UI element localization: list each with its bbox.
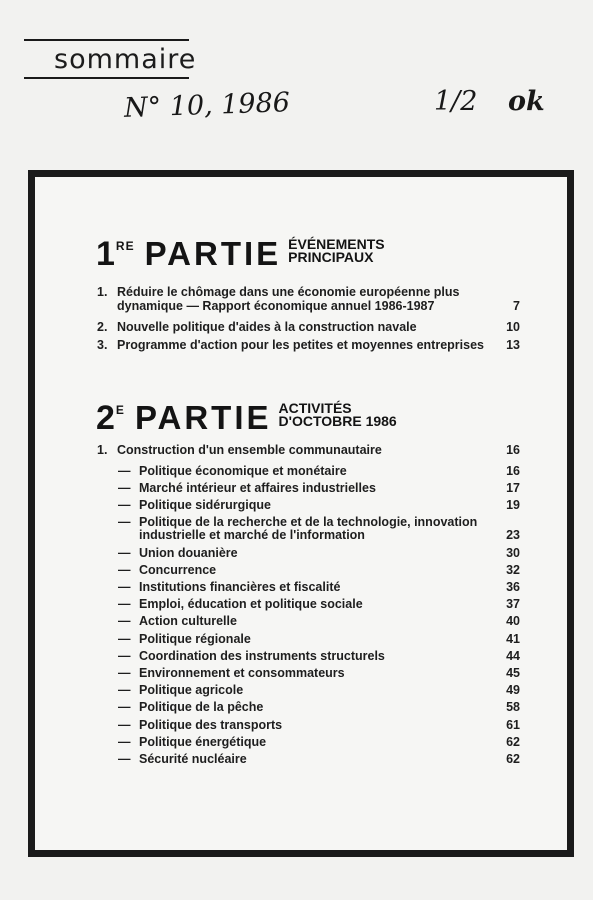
part2-subitem-3-page: 19 bbox=[506, 498, 520, 512]
part2-subitem-2-label: Marché intérieur et affaires industrielles bbox=[139, 481, 376, 495]
dash-marker: — bbox=[118, 718, 131, 732]
part1-item-3[interactable] bbox=[97, 338, 520, 354]
part2-subitem-9[interactable] bbox=[118, 614, 518, 630]
part1-item-2-number: 2. bbox=[97, 320, 108, 334]
part2-subtitle bbox=[279, 402, 397, 428]
part1-subtitle bbox=[288, 238, 384, 264]
part1-item-1-line1: Réduire le chômage dans une économie européenne plus bbox=[117, 285, 460, 299]
part1-item-3-number: 3. bbox=[97, 338, 108, 352]
dash-marker: — bbox=[118, 464, 131, 478]
part2-subitem-3[interactable] bbox=[118, 498, 518, 514]
part2-subitem-15[interactable] bbox=[118, 718, 518, 734]
part2-subitem-11[interactable] bbox=[118, 649, 518, 665]
part2-subitem-14-label: Politique de la pêche bbox=[139, 700, 264, 714]
part1-item-2[interactable] bbox=[97, 320, 520, 336]
part2-heading bbox=[96, 401, 397, 435]
part2-subitem-7-label: Institutions financières et fiscalité bbox=[139, 580, 341, 594]
part2-word: PARTIE bbox=[134, 399, 272, 436]
part2-subitem-13-page: 49 bbox=[506, 683, 520, 697]
part2-subitem-14[interactable] bbox=[118, 700, 518, 716]
dash-marker: — bbox=[118, 481, 131, 495]
part1-subtitle-line1: ÉVÉNEMENTS bbox=[288, 236, 385, 252]
part2-number: 2 bbox=[96, 399, 115, 437]
part2-subitem-13-label: Politique agricole bbox=[139, 683, 244, 697]
dash-marker: — bbox=[118, 597, 131, 611]
part1-item-1-page: 7 bbox=[513, 299, 520, 313]
dash-marker: — bbox=[118, 649, 131, 663]
part2-subitem-12-label: Environnement et consommateurs bbox=[139, 666, 345, 680]
part2-subitem-16-label: Politique énergétique bbox=[139, 735, 267, 749]
dash-marker: — bbox=[118, 700, 131, 714]
part2-subitem-10-label: Politique régionale bbox=[139, 632, 251, 646]
part2-subitem-6-page: 32 bbox=[506, 563, 520, 577]
part2-subitem-5[interactable] bbox=[118, 546, 518, 562]
part2-subitem-13[interactable] bbox=[118, 683, 518, 699]
part2-subitem-12-page: 45 bbox=[506, 666, 520, 680]
dash-marker: — bbox=[118, 614, 131, 628]
part1-suffix: RE bbox=[115, 239, 135, 253]
dash-marker: — bbox=[118, 735, 131, 749]
dash-marker: — bbox=[118, 752, 131, 766]
part1-item-3-label: Programme d'action pour les petites et moyennes entreprises bbox=[117, 338, 484, 352]
part2-subitem-1-label: Politique économique et monétaire bbox=[139, 464, 347, 478]
part2-subitem-4-label2: industrielle et marché de l'information bbox=[139, 528, 365, 542]
part1-subtitle-line2: PRINCIPAUX bbox=[288, 249, 374, 265]
part2-subitem-8[interactable] bbox=[118, 597, 518, 613]
part2-subitem-4[interactable] bbox=[118, 515, 518, 545]
contents-frame bbox=[28, 170, 574, 857]
part2-subitem-10[interactable] bbox=[118, 632, 518, 648]
header-rule-bottom bbox=[24, 77, 189, 79]
part1-item-1-line2: dynamique — Rapport économique annuel 1986-1987 bbox=[117, 299, 435, 313]
part2-subitem-6-label: Concurrence bbox=[139, 563, 217, 577]
part2-section-1[interactable] bbox=[97, 443, 520, 459]
part2-subitem-12[interactable] bbox=[118, 666, 518, 682]
dash-marker: — bbox=[118, 498, 131, 512]
dash-marker: — bbox=[118, 666, 131, 680]
part2-subitem-4-label: Politique de la recherche et de la technologie, innovation bbox=[139, 515, 478, 529]
part2-subitem-9-label: Action culturelle bbox=[139, 614, 237, 628]
header-rule-top bbox=[24, 39, 189, 41]
part2-subitem-1[interactable] bbox=[118, 464, 518, 480]
part2-subitem-8-page: 37 bbox=[506, 597, 520, 611]
part2-subitem-11-page: 44 bbox=[506, 649, 520, 663]
part2-subitem-17-page: 62 bbox=[506, 752, 520, 766]
part2-subitem-15-label: Politique des transports bbox=[139, 718, 283, 732]
part2-subitem-4-page: 23 bbox=[506, 528, 520, 542]
part2-section-1-number: 1. bbox=[97, 443, 108, 457]
part2-subitem-6[interactable] bbox=[118, 563, 518, 579]
part1-number: 1 bbox=[96, 235, 115, 273]
handwritten-issue-number: N° 10, 1986 bbox=[123, 87, 291, 124]
part2-subitem-15-page: 61 bbox=[506, 718, 520, 732]
part1-item-2-label: Nouvelle politique d'aides à la construction navale bbox=[117, 320, 417, 334]
dash-marker: — bbox=[118, 683, 131, 697]
part2-subitem-11-label: Coordination des instruments structurels bbox=[139, 649, 385, 663]
part2-subitem-17[interactable] bbox=[118, 752, 518, 768]
dash-marker: — bbox=[118, 580, 131, 594]
dash-marker: — bbox=[118, 632, 131, 646]
part2-subtitle-line1: ACTIVITÉS bbox=[278, 400, 352, 416]
part2-subitem-16[interactable] bbox=[118, 735, 518, 751]
dash-marker: — bbox=[118, 546, 131, 560]
part1-item-2-page: 10 bbox=[506, 320, 520, 334]
part2-subitem-8-label: Emploi, éducation et politique sociale bbox=[139, 597, 363, 611]
part1-word: PARTIE bbox=[144, 235, 282, 272]
part2-subitem-17-label: Sécurité nucléaire bbox=[139, 752, 247, 766]
part2-subitem-7-page: 36 bbox=[506, 580, 520, 594]
part2-section-1-label: Construction d'un ensemble communautaire bbox=[117, 443, 382, 457]
part2-subitem-16-page: 62 bbox=[506, 735, 520, 749]
part2-subitem-2-page: 17 bbox=[506, 481, 520, 495]
part2-subitem-7[interactable] bbox=[118, 580, 518, 596]
handwritten-fraction: 1/2 bbox=[434, 86, 478, 117]
part2-subitem-10-page: 41 bbox=[506, 632, 520, 646]
part2-subitem-5-page: 30 bbox=[506, 546, 520, 560]
handwritten-ok: ok bbox=[508, 86, 545, 117]
part2-subitem-3-label: Politique sidérurgique bbox=[139, 498, 271, 512]
part2-subitem-9-page: 40 bbox=[506, 614, 520, 628]
part2-subitem-1-page: 16 bbox=[506, 464, 520, 478]
dash-marker: — bbox=[118, 515, 131, 529]
part2-suffix: E bbox=[115, 403, 125, 417]
part2-section-1-page: 16 bbox=[506, 443, 520, 457]
part2-subitem-14-page: 58 bbox=[506, 700, 520, 714]
part2-subitem-5-label: Union douanière bbox=[139, 546, 238, 560]
part1-item-1[interactable] bbox=[97, 285, 520, 315]
part1-item-3-page: 13 bbox=[506, 338, 520, 352]
part2-subtitle-line2: D'OCTOBRE 1986 bbox=[278, 413, 397, 429]
part1-item-1-number: 1. bbox=[97, 285, 108, 299]
part1-heading bbox=[96, 237, 385, 271]
page-title: sommaire bbox=[54, 44, 197, 75]
part2-subitem-2[interactable] bbox=[118, 481, 518, 497]
dash-marker: — bbox=[118, 563, 131, 577]
